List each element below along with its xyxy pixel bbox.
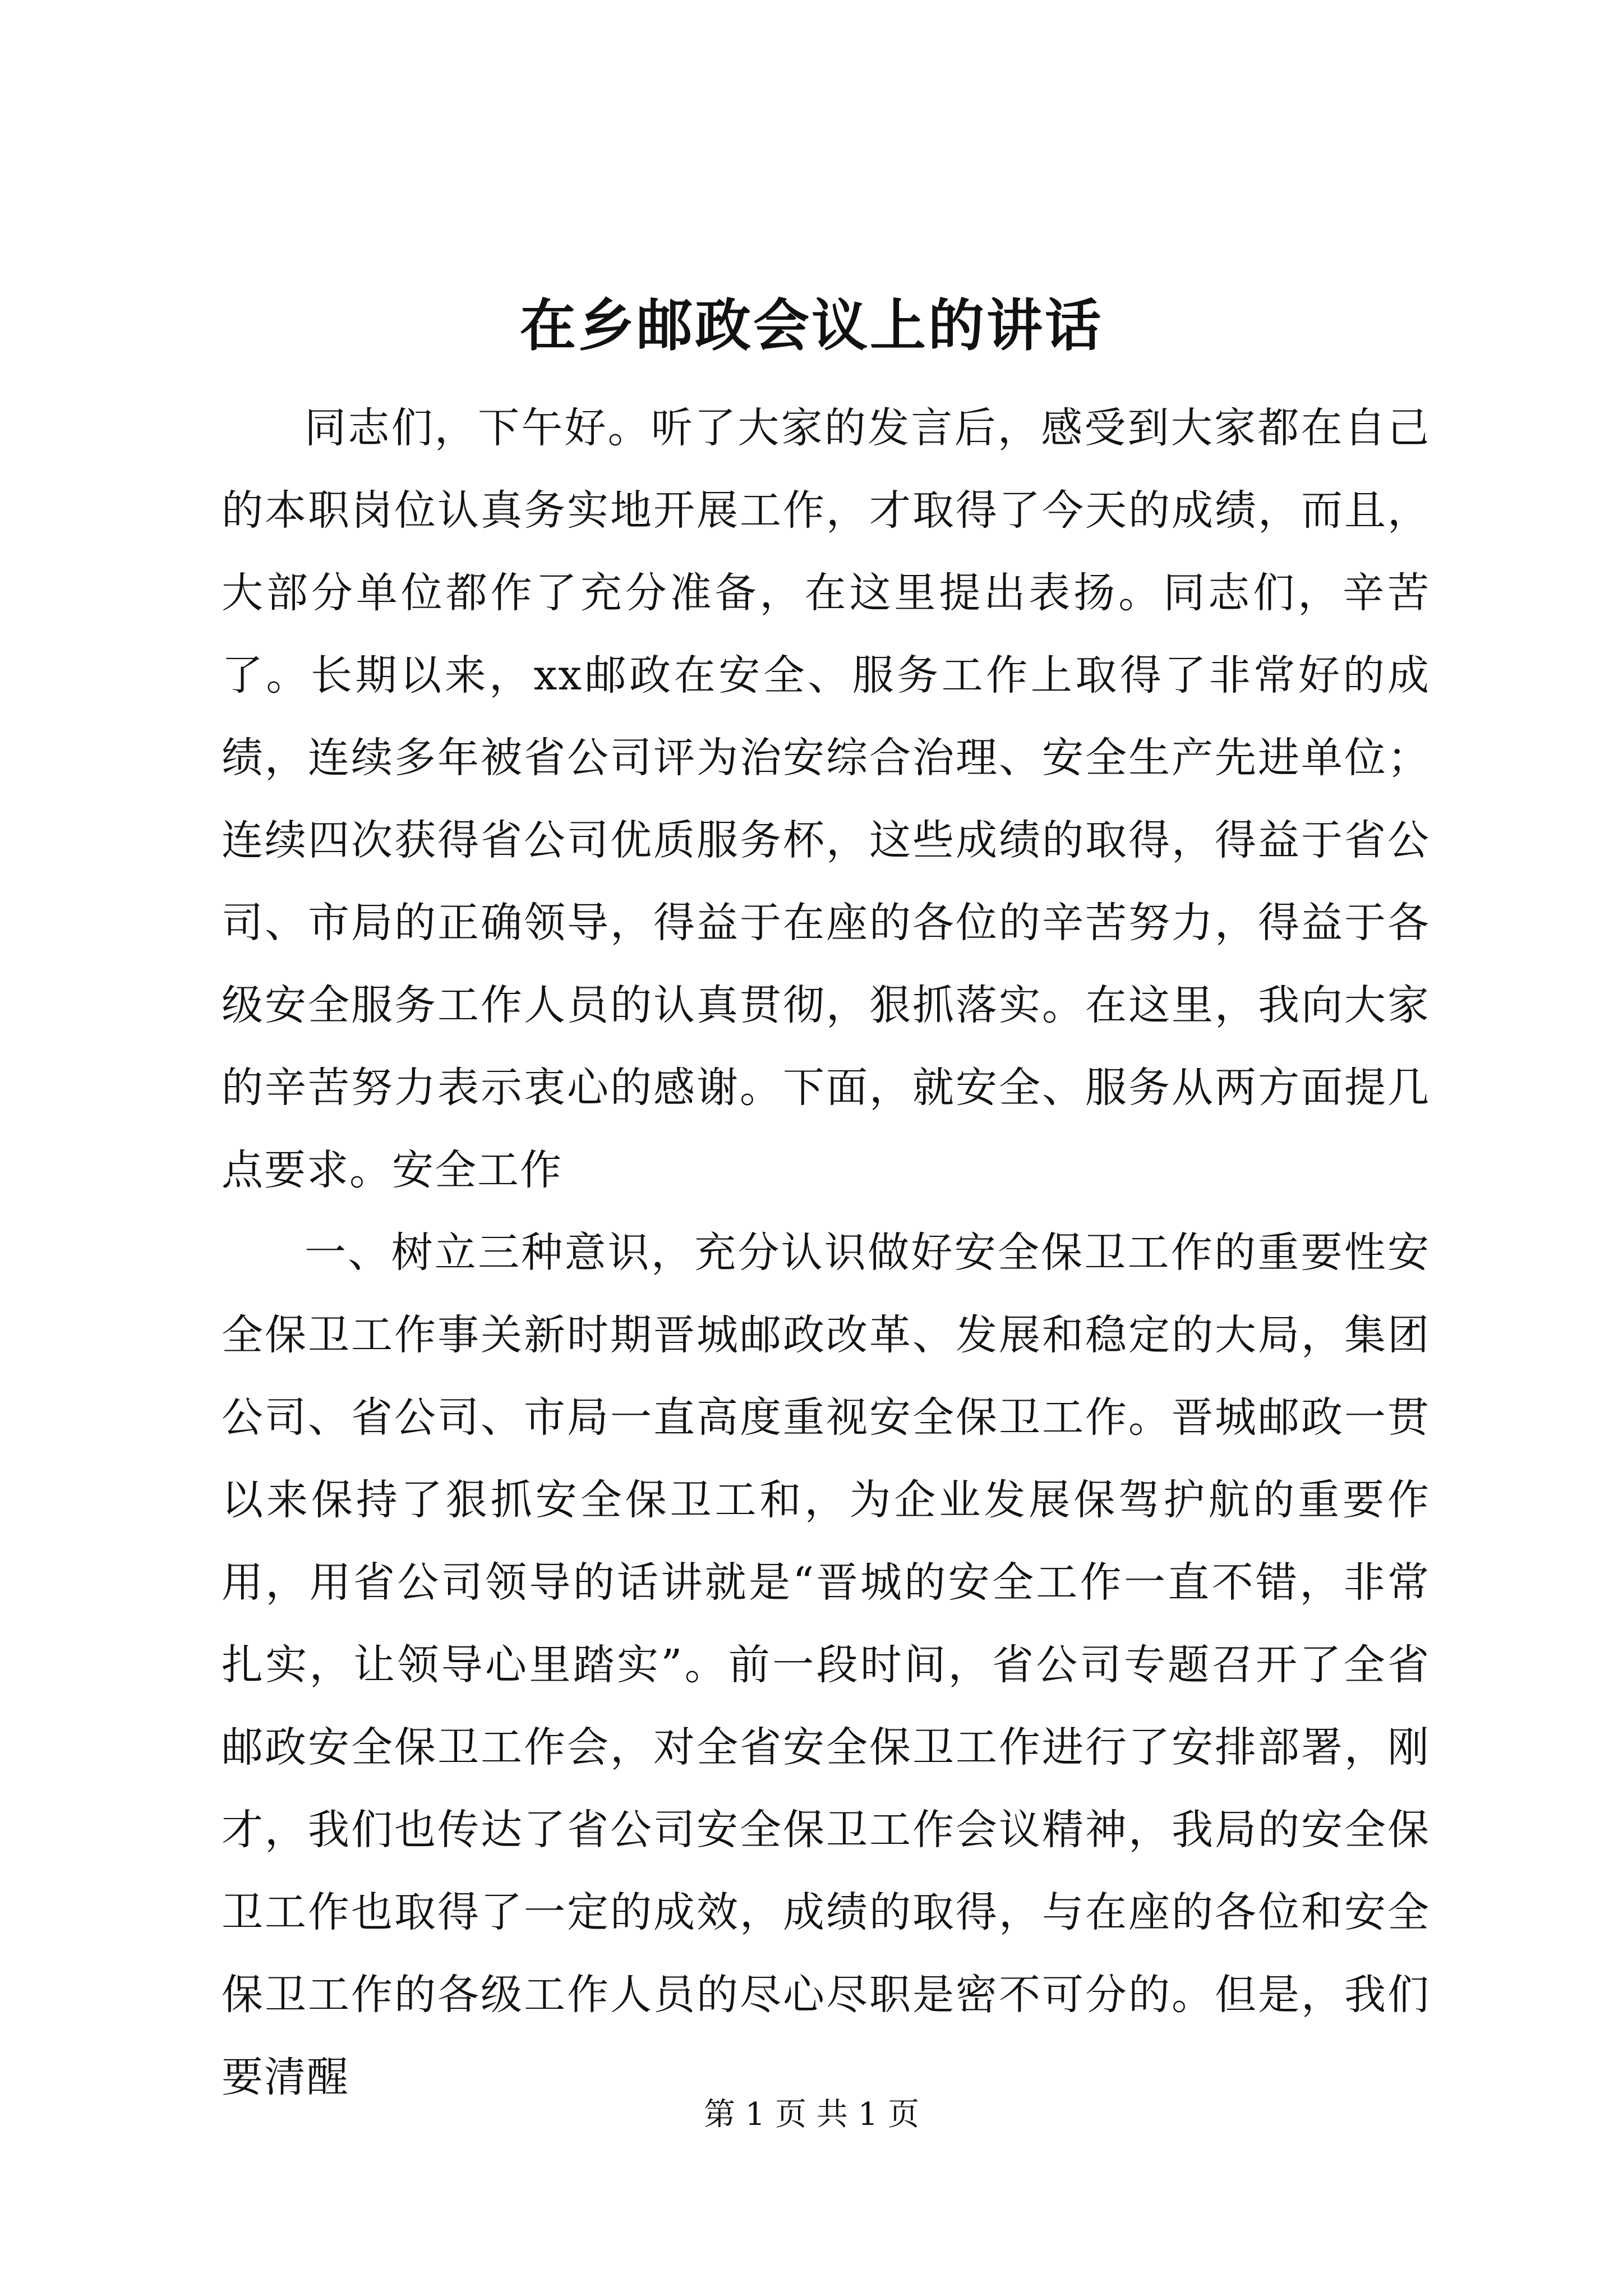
paragraph-2: 一、树立三种意识，充分认识做好安全保卫工作的重要性安全保卫工作事关新时期晋城邮政改革、发展和稳定的大局，集团公司、省公司、市局一直高度重视安全保卫工作。晋城邮政一贯以来保持了狠抓安全保卫工和，为企业发展保驾护航的重要作用，用省公司领导的话讲就是“晋城的安全工作一直不错，非常扎实，让领导心里踏实”。前一段时间，省公司专题召开了全省邮政安全保卫工作会，对全省安全保卫工作进行了安排部署，刚才，我们也传达了省公司安全保卫工作会议精神，我局的安全保卫工作也取得了一定的成效，成绩的取得，与在座的各位和安全保卫工作的各级工作人员的尽心尽职是密不可分的。但是，我们要清醒 <box>222 1228 1430 2101</box>
document-body <box>222 387 1430 2119</box>
document-title: 在乡邮政会议上的讲话 <box>520 292 1103 358</box>
page-footer: 第 1 页 共 1 页 <box>703 2096 920 2133</box>
paragraph-1: 同志们，下午好。听了大家的发言后，感受到大家都在自己的本职岗位认真务实地开展工作，才取得了今天的成绩，而且，大部分单位都作了充分准备，在这里提出表扬。同志们，辛苦了。长期以来，xx邮政在安全、服务工作上取得了非常好的成绩，连续多年被省公司评为治安综合治理、安全生产先进单位；连续四次获得省公司优质服务杯，这些成绩的取得，得益于省公司、市局的正确领导，得益于在座的各位的辛苦努力，得益于各级安全服务工作人员的认真贯彻，狠抓落实。在这里，我向大家的辛苦努力表示衷心的感谢。下面，就安全、服务从两方面提几点要求。安全工作 <box>222 404 1430 1194</box>
